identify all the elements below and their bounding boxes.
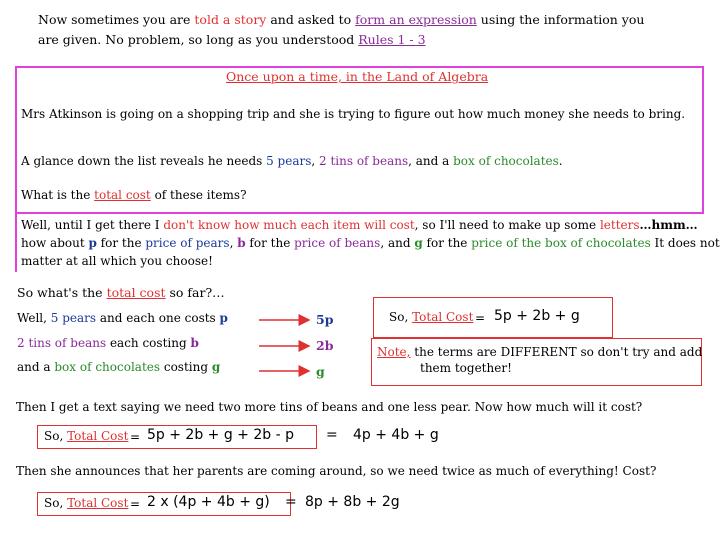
item-letter: p — [219, 311, 228, 325]
total-expression: 5p + 2b + g — [494, 308, 580, 324]
story-text: What is the — [21, 188, 95, 202]
well-line-1 — [21, 218, 698, 232]
item-letter: b — [190, 336, 199, 350]
so-far-text: So what's the — [17, 285, 107, 300]
story-paragraph-1: Mrs Atkinson is going on a shopping trip and she is trying to figure out how much money she needs to bring. — [21, 107, 686, 121]
item-text: Well, — [17, 311, 51, 325]
expr-label-text: So, — [44, 496, 68, 510]
item-row-chocolates — [17, 360, 220, 374]
expr2-equals-2: = — [285, 494, 297, 510]
note-line-2: them together! — [420, 361, 512, 375]
so-far-text: so far?… — [165, 285, 225, 300]
dont-know-text: don't know how much each item will cost — [163, 218, 415, 232]
item-text: and a — [17, 360, 55, 374]
expr-label-text: So, — [44, 429, 68, 443]
expr1-expression: 5p + 2b + g + 2b - p — [147, 427, 294, 443]
expr2-equals: = — [130, 497, 141, 511]
total-cost-text: Total Cost — [67, 429, 129, 443]
expr2-result: 8p + 8b + 2g — [305, 494, 400, 510]
story-text: . — [558, 154, 563, 168]
total-equals: = — [475, 311, 486, 325]
intro-line-1 — [38, 12, 644, 27]
letter-b: b — [237, 236, 246, 250]
well-text: for the — [245, 236, 295, 250]
text-twice-as-much: Then she announces that her parents are coming around, so we need twice as much of everything! Cost? — [16, 464, 657, 478]
well-text: , and — [380, 236, 415, 250]
price-of-beans-text: price of beans — [294, 236, 381, 250]
highlight-form-expression: form an expression — [355, 12, 477, 27]
expr1-equals-2: = — [326, 427, 338, 443]
intro-text: Now sometimes you are — [38, 12, 195, 27]
letter-g: g — [414, 236, 423, 250]
item-row-beans — [17, 336, 199, 350]
so-far-line — [17, 285, 225, 300]
term-2b: 2b — [316, 338, 334, 353]
item-quantity: 5 pears — [50, 311, 97, 325]
well-line-2 — [21, 236, 720, 250]
total-cost-label — [389, 310, 473, 324]
expr2-label — [44, 496, 128, 510]
item-text: each costing — [106, 336, 191, 350]
total-cost-text: total cost — [94, 188, 151, 202]
letter-p: p — [88, 236, 97, 250]
intro-text: and asked to — [266, 12, 356, 27]
story-text: A glance down the list reveals he needs — [21, 154, 267, 168]
story-paragraph-3 — [21, 188, 247, 202]
note-text: the terms are DIFFERENT so don't try and add — [410, 345, 703, 359]
story-text: , — [311, 154, 320, 168]
beans-text: 2 tins of beans — [319, 154, 409, 168]
intro-text: using the information you — [476, 12, 645, 27]
item-quantity: box of chocolates — [54, 360, 161, 374]
expr2-expression: 2 x (4p + 4b + g) — [147, 494, 270, 510]
chocolates-text: box of chocolates — [453, 154, 559, 168]
total-cost-text: Total Cost — [67, 496, 129, 510]
price-of-chocolates-text: price of the box of chocolates — [471, 236, 651, 250]
item-quantity: 2 tins of beans — [17, 336, 107, 350]
item-row-pears — [17, 311, 228, 325]
story-text: , and a — [408, 154, 454, 168]
highlight-told-a-story: told a story — [194, 12, 267, 27]
letters-text: letters — [599, 218, 640, 232]
note-label: Note, — [377, 345, 411, 359]
total-label-text: So, — [389, 310, 413, 324]
story-text: of these items? — [150, 188, 247, 202]
well-text: , so I'll need to make up some — [414, 218, 600, 232]
item-text: costing — [160, 360, 212, 374]
expr1-equals: = — [130, 430, 141, 444]
well-text: how about — [21, 236, 89, 250]
rules-link[interactable]: Rules 1 - 3 — [358, 32, 426, 47]
item-text: and each one costs — [96, 311, 220, 325]
well-text: It does not — [650, 236, 720, 250]
expr1-result: 4p + 4b + g — [353, 427, 439, 443]
hmm-text: …hmm… — [639, 218, 698, 232]
well-text: for the — [422, 236, 472, 250]
item-letter: g — [211, 360, 221, 374]
price-of-pears-text: price of pears — [145, 236, 230, 250]
well-text: for the — [96, 236, 146, 250]
term-5p: 5p — [316, 312, 334, 327]
well-text: , — [229, 236, 238, 250]
story-title: Once upon a time, in the Land of Algebra — [226, 69, 489, 84]
well-line-3: matter at all which you choose! — [21, 254, 213, 268]
term-g: g — [316, 364, 325, 379]
well-text: Well, until I get there I — [21, 218, 164, 232]
pears-text: 5 pears — [266, 154, 312, 168]
expr1-label — [44, 429, 128, 443]
total-cost-text: Total Cost — [412, 310, 474, 324]
story-paragraph-2 — [21, 154, 563, 168]
intro-line-2 — [38, 32, 426, 47]
intro-text: are given. No problem, so long as you understood — [38, 32, 359, 47]
total-cost-text: total cost — [106, 285, 166, 300]
note-line-1 — [377, 345, 702, 359]
arrows-group — [255, 310, 315, 390]
text-more-beans: Then I get a text saying we need two more tins of beans and one less pear. Now how much will it cost? — [16, 400, 643, 414]
